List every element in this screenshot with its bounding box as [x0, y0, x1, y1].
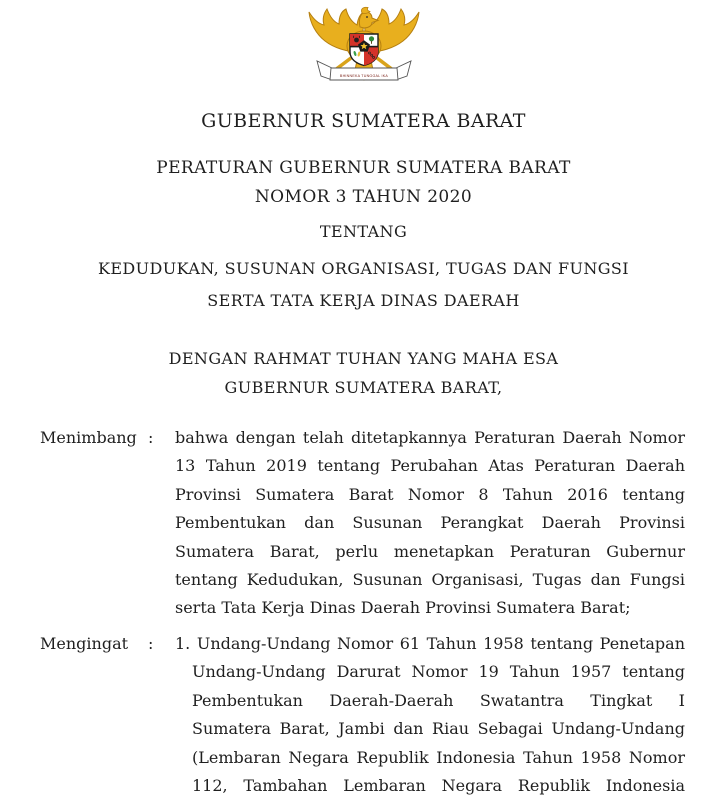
text-line: 1. Undang-Undang Nomor 61 Tahun 1958 tentang Penetapan — [175, 634, 685, 653]
menimbang-section — [40, 424, 685, 623]
text-line: tentang Kedudukan, Susunan Organisasi, Tugas dan Fungsi — [175, 570, 685, 590]
mengingat-section — [40, 630, 685, 800]
mengingat-text — [175, 630, 685, 800]
text-line: Sumatera Barat, perlu menetapkan Peraturan Gubernur — [175, 541, 685, 561]
text-line: bahwa dengan telah ditetapkannya Peraturan Daerah Nomor — [175, 428, 685, 447]
text-line: Undang-Undang Darurat Nomor 19 Tahun 1957 tentang — [192, 662, 685, 682]
text-line: Pembentukan Daerah-Daerah Swatantra Tingkat I — [192, 690, 685, 710]
subject-line-1: KEDUDUKAN, SUSUNAN ORGANISASI, TUGAS DAN FUNGSI — [97, 259, 630, 278]
mengingat-colon: : — [148, 634, 154, 653]
menimbang-colon: : — [148, 428, 154, 447]
institution-title: GUBERNUR SUMATERA BARAT — [201, 110, 526, 132]
text-line: Provinsi Sumatera Barat Nomor 8 Tahun 2016 tentang — [175, 484, 685, 504]
text-line: (Lembaran Negara Republik Indonesia Tahun 1958 Nomor — [192, 747, 685, 767]
text-line: serta Tata Kerja Dinas Daerah Provinsi Sumatera Barat; — [175, 598, 631, 618]
tentang-label: TENTANG — [319, 222, 408, 241]
mengingat-label: Mengingat — [40, 634, 129, 653]
menimbang-label: Menimbang — [40, 428, 137, 447]
regulation-title: PERATURAN GUBERNUR SUMATERA BARAT — [156, 158, 571, 178]
garuda-pancasila-icon — [303, 6, 425, 86]
text-line: Sumatera Barat, Jambi dan Riau Sebagai Undang-Undang — [192, 719, 685, 739]
emblem-motto: BHINNEKA TUNGGAL IKA — [339, 73, 388, 78]
invocation-line-1: DENGAN RAHMAT TUHAN YANG MAHA ESA — [168, 349, 559, 368]
text-line: Pembentukan dan Susunan Perangkat Daerah Provinsi — [175, 513, 685, 533]
regulation-number: NOMOR 3 TAHUN 2020 — [254, 187, 473, 207]
text-line: 13 Tahun 2019 tentang Perubahan Atas Peraturan Daerah — [175, 456, 685, 476]
menimbang-text — [175, 424, 685, 623]
text-line: 112, Tambahan Lembaran Negara Republik Indonesia — [192, 776, 685, 796]
subject-line-2: SERTA TATA KERJA DINAS DAERAH — [207, 291, 520, 310]
garuda-pancasila-emblem — [303, 6, 425, 86]
invocation-line-2: GUBERNUR SUMATERA BARAT, — [224, 378, 503, 397]
